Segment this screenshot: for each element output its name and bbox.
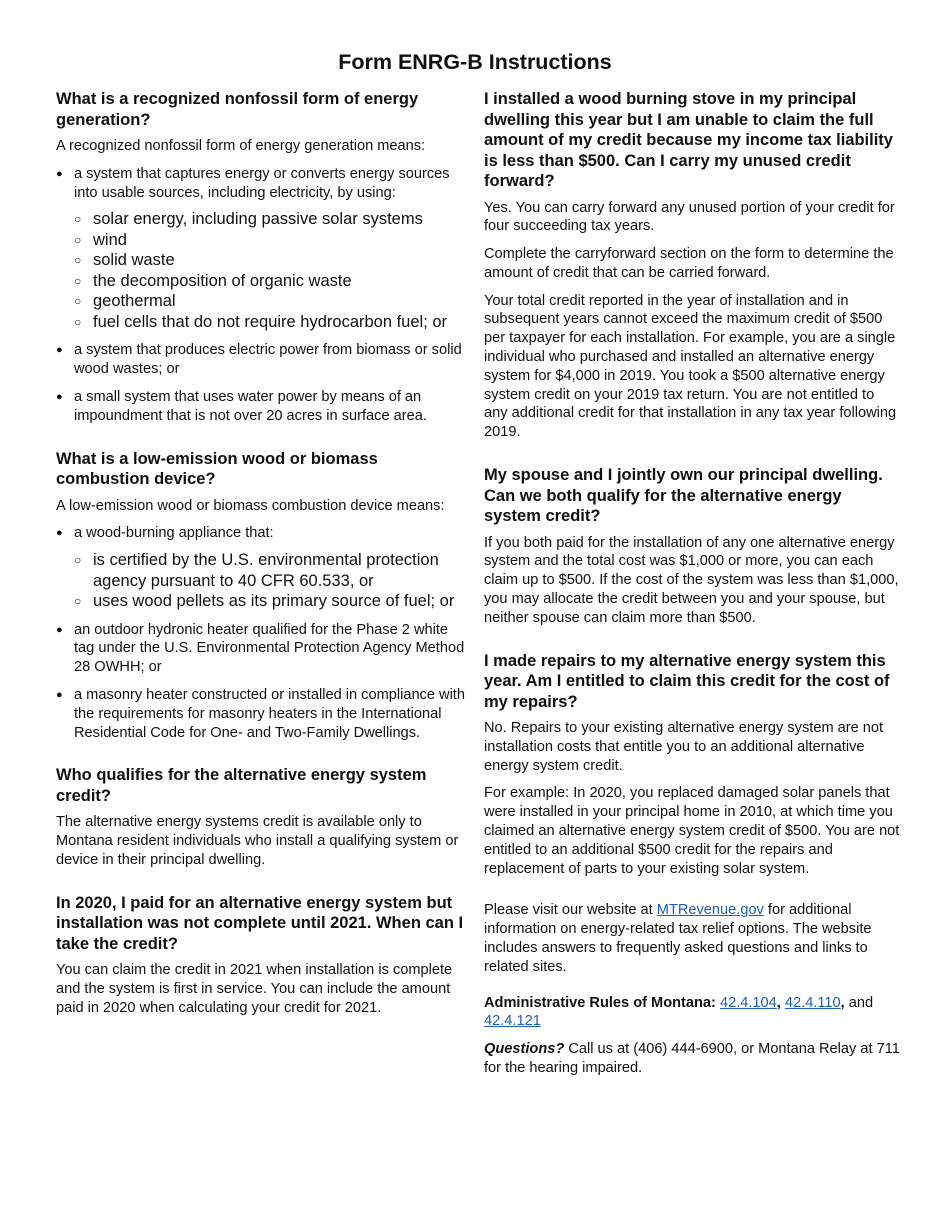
section-repairs (484, 651, 900, 879)
sub-list (74, 550, 470, 612)
rule-link-42-4-121[interactable]: 42.4.121 (484, 1013, 541, 1030)
list-item: ● an outdoor hydronic heater qualified for the Phase 2 white tag under the U.S. Environmental Protection Agency Method 28 OWHH; or (56, 621, 470, 677)
section-heading: What is a low-emission wood or biomass combustion device? (56, 449, 378, 489)
section-text: You can claim the credit in 2021 when installation is complete and the system is first in service. You can include the amount paid in 2020 when calculating your credit for 2021. (56, 962, 453, 1016)
sub-list-item: ○ geothermal (74, 291, 470, 312)
sub-list-item: ○ solar energy, including passive solar systems (74, 209, 470, 230)
section-heading: Who qualifies for the alternative energy system credit? (56, 766, 427, 805)
section-text: Yes. You can carry forward any unused portion of your credit for four succeeding tax years. (484, 199, 895, 235)
section-text: No. Repairs to your existing alternative energy system are not installation costs that entitle you to an additional alternative energy system credit. (484, 720, 884, 774)
left-column (56, 89, 470, 1027)
list-item: ● a system that produces electric power from biomass or solid wood wastes; or (56, 341, 470, 379)
bullet-list (56, 165, 470, 426)
questions-contact: Questions? Call us at (406) 444-6900, or Montana Relay at 711 for the hearing impaired. (484, 1041, 900, 1076)
section-intro: A recognized nonfossil form of energy generation means: (56, 138, 426, 154)
bullet-list (56, 524, 470, 742)
list-item: ● a small system that uses water power by means of an impoundment that is not over 20 acres in surface area. (56, 388, 470, 426)
section-text: Your total credit reported in the year of installation and in subsequent years cannot exceed the maximum credit of $500 per taxpayer for each installation. For example, you are a single individual who purchased and installed an alternative energy system for $4,000 in 2019. You took a $500 alternative energy system credit on your 2019 tax return. You are not entitled to any additional credit for that installation in any tax year following 2019. (484, 292, 897, 441)
list-item: ● a masonry heater constructed or installed in compliance with the requirements for masonry heaters in the International Residential Code for One- and Two-Family Dwellings. (56, 686, 470, 742)
administrative-rules: Administrative Rules of Montana: 42.4.104, 42.4.110, and 42.4.121 (484, 994, 874, 1030)
section-intro: A low-emission wood or biomass combustion device means: (56, 497, 445, 514)
sub-list-item: ○ solid waste (74, 250, 470, 271)
section-carry-forward (484, 89, 900, 442)
section-who-qualifies (56, 765, 470, 869)
list-item: ● a wood-burning appliance that: ○ is certified by the U.S. environmental protection agency pursuant to 40 CFR 60.533, or ○ uses wood pellets as its primary source of fuel; or (56, 524, 470, 611)
section-heading: In 2020, I paid for an alternative energy system but installation was not complete until 2021. When can I take the credit? (56, 893, 464, 953)
section-installation-timing (56, 893, 470, 1018)
section-heading: I installed a wood burning stove in my principal dwelling this year but I am unable to claim the full amount of my credit because my income tax liability is less than $500. Can I carry my unused credit forward? (484, 90, 893, 190)
rules-label: Administrative Rules of Montana: (484, 994, 716, 1011)
sub-list-item: ○ wind (74, 230, 470, 251)
sub-list-item: ○ is certified by the U.S. environmental protection agency pursuant to 40 CFR 60.533, or (74, 550, 470, 591)
sub-list-item: ○ uses wood pellets as its primary source of fuel; or (74, 591, 470, 612)
section-nonfossil-energy (56, 89, 470, 426)
list-item: ● a system that captures energy or converts energy sources into usable sources, including electricity, by using: ○ solar energy, including passive solar systems ○ wind ○ solid waste ○ the decomposition of organic waste ○ geothermal ○ fuel cells that do not require hydrocarbon fuel; or (56, 165, 470, 333)
section-text: The alternative energy systems credit is available only to Montana resident individuals who install a qualifying system or device in their principal dwelling. (56, 814, 459, 869)
section-heading: My spouse and I jointly own our principal dwelling. Can we both qualify for the alternative energy system credit? (484, 466, 883, 526)
sub-list-item: ○ the decomposition of organic waste (74, 271, 470, 292)
questions-label: Questions? (484, 1041, 565, 1058)
section-low-emission-device (56, 449, 470, 743)
rule-link-42-4-104[interactable]: 42.4.104 (719, 994, 777, 1011)
website-note: Please visit our website at MTRevenue.gov for additional information on energy-related tax relief options. The website includes answers to frequently asked questions and links to related sites. (484, 902, 872, 975)
section-joint-ownership (484, 465, 900, 627)
sub-list (74, 209, 470, 332)
rule-link-42-4-110[interactable]: 42.4.110 (784, 994, 841, 1011)
right-column (484, 89, 900, 1087)
website-link[interactable]: MTRevenue.gov (656, 902, 764, 919)
section-heading: What is a recognized nonfossil form of energy generation? (56, 90, 419, 129)
sub-list-item: ○ fuel cells that do not require hydrocarbon fuel; or (74, 312, 470, 333)
section-text: Complete the carryforward section on the form to determine the amount of credit that can be carried forward. (484, 246, 894, 281)
section-text: If you both paid for the installation of any one alternative energy system and the total cost was $1,000 or more, you can each claim up to $500. If the cost of the system was less than $1,000, you may allocate the credit between you and your spouse, but neither spouse can claim more than $500. (484, 534, 899, 626)
section-heading: I made repairs to my alternative energy system this year. Am I entitled to claim this credit for the cost of my repairs? (484, 651, 890, 711)
page-title: Form ENRG-B Instructions (338, 50, 612, 74)
section-text: For example: In 2020, you replaced damaged solar panels that were installed in your principal home in 2010, at which time you claimed an alternative energy system credit of $500. You are not entitled to an additional $500 credit for the repairs and replacement of parts to your existing solar system. (484, 785, 900, 877)
